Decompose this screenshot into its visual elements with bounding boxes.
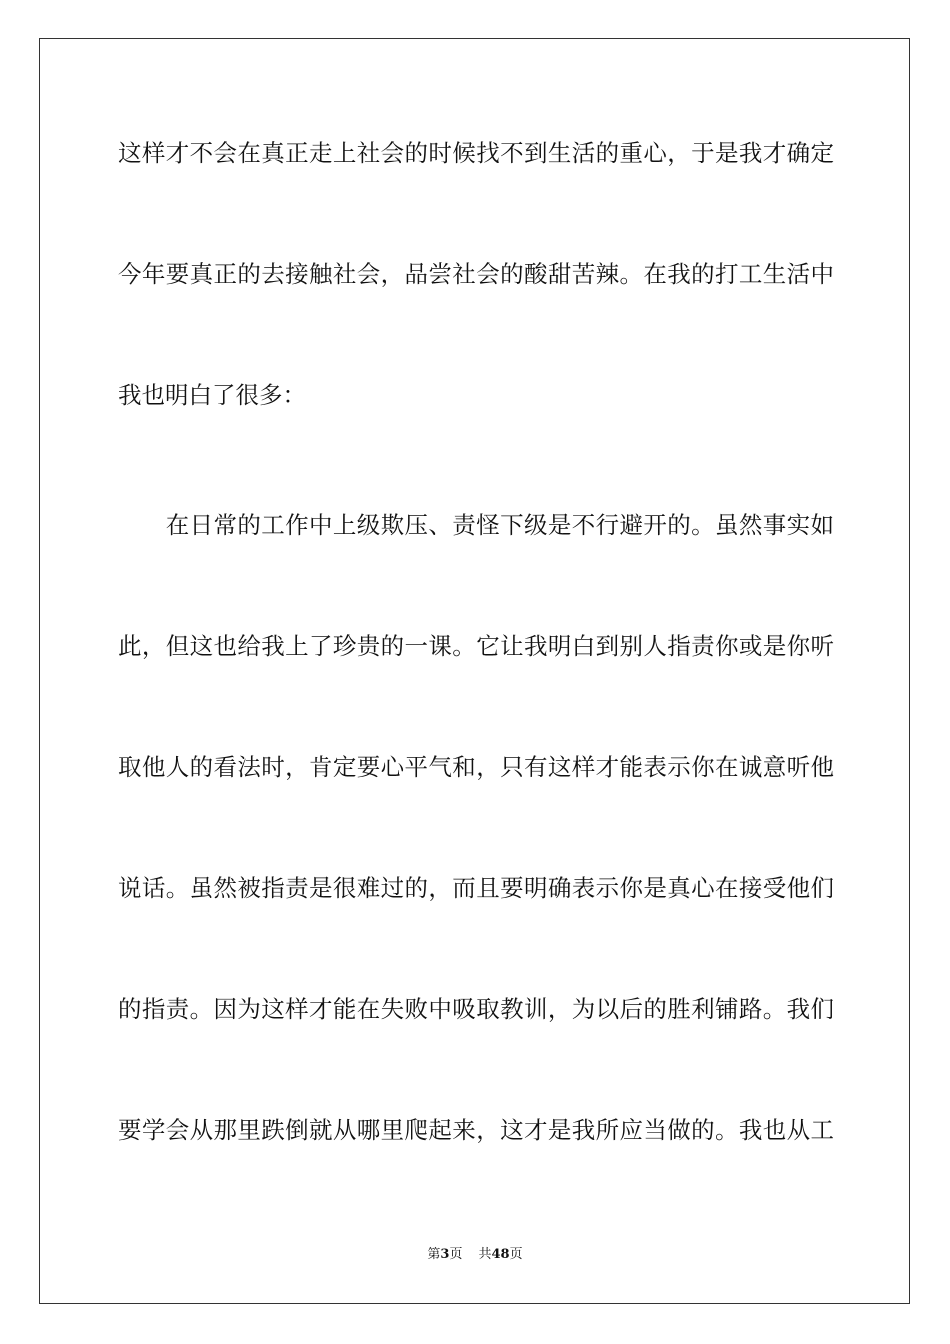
page-number: 3 — [440, 1247, 450, 1262]
body-line-8: 的指责。因为这样才能在失败中吸取教训，为以后的胜利铺路。我们 — [118, 995, 834, 1023]
page-suffix: 页 — [449, 1247, 463, 1262]
page-footer — [0, 1246, 950, 1264]
body-line-9: 要学会从那里跌倒就从哪里爬起来，这才是我所应当做的。我也从工 — [118, 1116, 834, 1144]
total-pages: 48 — [491, 1247, 510, 1262]
body-line-7: 说话。虽然被指责是很难过的，而且要明确表示你是真心在接受他们 — [118, 874, 834, 902]
body-line-5: 此，但这也给我上了珍贵的一课。它让我明白到别人指责你或是你听 — [118, 632, 834, 660]
total-prefix: 共 — [478, 1247, 492, 1262]
total-suffix: 页 — [509, 1247, 523, 1262]
body-line-2: 今年要真正的去接触社会，品尝社会的酸甜苦辣。在我的打工生活中 — [118, 260, 834, 288]
body-line-6: 取他人的看法时，肯定要心平气和，只有这样才能表示你在诚意听他 — [118, 753, 834, 781]
page-prefix: 第 — [427, 1247, 441, 1262]
body-line-4: 在日常的工作中上级欺压、责怪下级是不行避开的。虽然事实如 — [118, 511, 834, 539]
body-line-1: 这样才不会在真正走上社会的时候找不到生活的重心，于是我才确定 — [118, 139, 834, 167]
body-line-3: 我也明白了很多： — [118, 381, 306, 409]
